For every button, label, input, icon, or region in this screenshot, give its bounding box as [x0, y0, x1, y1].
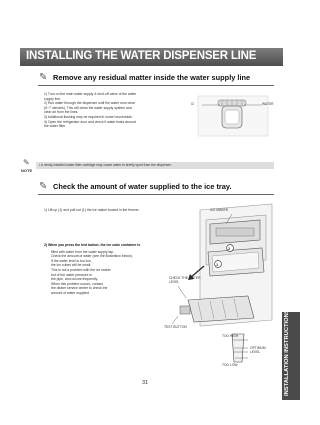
section1-steps [44, 92, 136, 129]
pencil-icon: ✎ [39, 72, 48, 83]
step-line: (6~7 minutes). This will clean the water supply system and [44, 105, 132, 110]
water-filter-figure [190, 92, 276, 140]
step-line: 3) Additional flushing may be required in some households. [44, 114, 133, 119]
filter-label-right: WATER [262, 102, 274, 106]
step2-heading: 2) When you press the test button, the ice cube container is [44, 243, 141, 247]
check-water-label-2: LEVEL [169, 280, 180, 284]
note-label: NOTE [21, 168, 33, 173]
step2-line: but of the water pressure in [51, 272, 93, 277]
step-line: clear air from the lines. [44, 110, 79, 115]
step-line: 4) Open the refrigerator door and check if water leaks around [44, 119, 136, 124]
ice-maker-figure [160, 200, 278, 380]
callout-2: 2 [228, 246, 231, 251]
ice-maker-label: ICE MAKER [210, 208, 229, 212]
step-line: 1) Turn on the main water supply & shut-off valve of the water [44, 92, 137, 96]
step2-line: This is not a problem with the ice maker [51, 267, 111, 272]
section2-step2 [44, 243, 140, 296]
check-water-label-1: CHECK THE WATER [169, 276, 201, 280]
page-title: INSTALLING THE WATER DISPENSER LINE [26, 50, 257, 62]
step2-line: Check the amount of water (see the illustration below). [51, 254, 133, 259]
water-filter-illustration [190, 92, 276, 140]
pencil-icon: ✎ [39, 181, 48, 192]
step2-line: the ice cubes will be small. [51, 263, 92, 268]
optimum-label-1: OPTIMUM [250, 346, 266, 350]
too-low-label: TOO LOW [222, 363, 238, 367]
title-banner [20, 48, 283, 66]
step2-line: amount of water supplied. [51, 290, 90, 295]
step2-line: When this problem occurs, contact [51, 281, 104, 286]
step2-line: the pipe, and occurs frequently. [51, 277, 99, 282]
side-tab-label: INSTALLATION INSTRUCTIONS [284, 309, 290, 396]
section2-step1: 1) Lift up (1) and pull out (1) the ice maker bucket in the freezer. [44, 208, 140, 212]
ice-maker-illustration [160, 200, 278, 380]
step-line: 2) Run water through the dispenser until the water runs clear [44, 101, 136, 106]
step2-line: the dealer service center to check the [51, 286, 108, 291]
note-text: • A newly-installed water filter cartridge may cause water to briefly spurt from the dispenser. [39, 163, 172, 167]
section2-title: Check the amount of water supplied to the ice tray. [53, 182, 232, 191]
note-box [36, 162, 274, 169]
step-line: the water filter. [44, 124, 67, 129]
section1-header [38, 72, 274, 86]
step2-line: If the water level is too low, [51, 258, 92, 263]
section1-title: Remove any residual matter inside the water supply line [53, 73, 251, 82]
section2-header [38, 181, 274, 195]
note-pencil-icon: ✎ [23, 158, 30, 167]
filter-label-left: CI [191, 102, 195, 106]
too-high-label: TOO HIGH [222, 334, 239, 338]
side-tab [282, 309, 300, 400]
step2-line: filled with water from the water supply tap. [51, 249, 115, 254]
optimum-label-2: LEVEL [250, 350, 261, 354]
step-line: supply line. [44, 96, 61, 101]
page-number: 31 [142, 380, 149, 386]
test-button-label: TEST BUTTON [164, 325, 187, 329]
callout-1: 1 [216, 262, 219, 267]
